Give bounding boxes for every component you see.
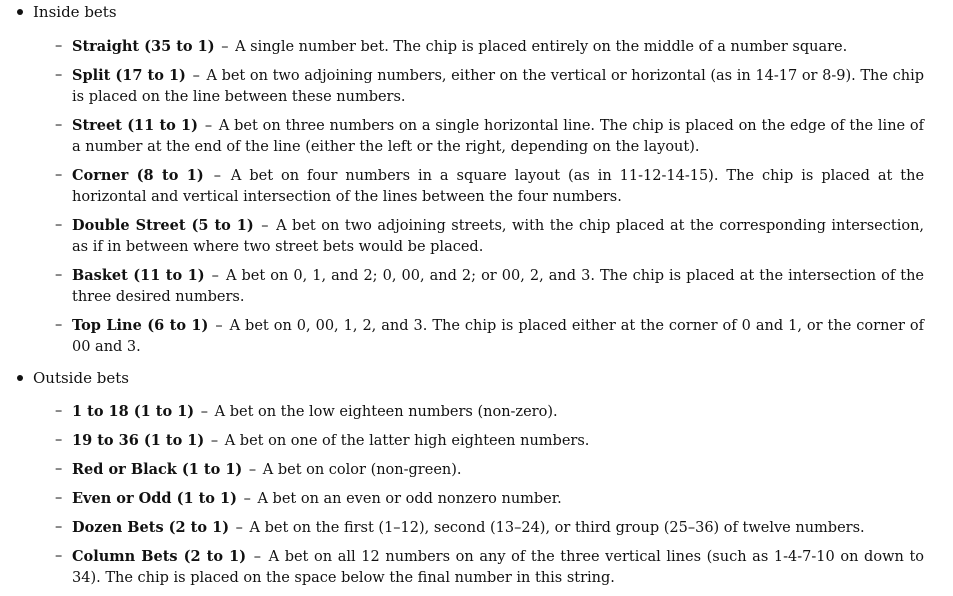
bet-description: A bet on four numbers in a square layout (as in 11-12-14-15). The chip is placed at the horizontal and vertical intersection of the lines between the four numbers. [72, 168, 925, 205]
dash-icon: – [55, 432, 63, 448]
dash-icon: – [55, 461, 63, 477]
bet-description: A bet on three numbers on a single horizontal line. The chip is placed on the edge of the line of a number at the end of the line (either the left or the right, depending on the layout). [72, 118, 925, 155]
bet-list [0, 36, 953, 358]
list-item: – Basket (11 to 1) – A bet on 0, 1, and 2; 0, 00, and 2; or 00, 2, and 3. The chip is placed at the intersection of the three desired numbers. [55, 267, 925, 305]
list-item: – Split (17 to 1) – A bet on two adjoining numbers, either on the vertical or horizontal (as in 14-17 or 8-9). The chip is placed on the line between these numbers. [55, 67, 924, 105]
list-item: – Street (11 to 1) – A bet on three numbers on a single horizontal line. The chip is placed on the edge of the line of a number at the end of the line (either the left or the right, depending on the layout). [55, 117, 925, 155]
bullet-icon [17, 375, 23, 381]
dash-icon: – [55, 267, 63, 283]
bet-term: Basket (11 to 1) [72, 267, 205, 284]
dash-icon: – [55, 217, 63, 233]
list-item: – Corner (8 to 1) – A bet on four numbers in a square layout (as in 11-12-14-15). The chip is placed at the horizontal and vertical intersection of the lines between the four numbers. [55, 167, 925, 205]
list-item: – Double Street (5 to 1) – A bet on two adjoining streets, with the chip placed at the corresponding intersection, as if in between where two street bets would be placed. [55, 217, 925, 255]
list-item: – 1 to 18 (1 to 1) – A bet on the low eighteen numbers (non-zero). [55, 403, 558, 420]
section-heading [0, 366, 953, 390]
list-item: – Column Bets (2 to 1) – A bet on all 12 numbers on any of the three vertical lines (such as 1-4-7-10 on down to 34). The chip is placed on the space below the final number in this string. [55, 548, 925, 586]
bet-term: Split (17 to 1) [72, 67, 186, 84]
bet-term: Red or Black (1 to 1) [72, 461, 243, 478]
dash-icon: – [55, 519, 63, 535]
bet-description: A bet on the first (1–12), second (13–24), or third group (25–36) of twelve numbers. [249, 520, 865, 536]
dash-icon: – [55, 548, 63, 564]
dash-icon: – [55, 403, 63, 419]
bet-term: Double Street (5 to 1) [72, 217, 254, 234]
bet-term: Corner (8 to 1) [72, 167, 204, 184]
bet-description: A bet on the low eighteen numbers (non-zero). [214, 404, 558, 420]
bet-term: Top Line (6 to 1) [72, 317, 209, 334]
dash-icon: – [55, 67, 63, 83]
list-item: – Straight (35 to 1) – A single number bet. The chip is placed entirely on the middle of a number square. [55, 38, 848, 55]
dash-icon: – [55, 167, 63, 183]
bet-term: Straight (35 to 1) [72, 38, 215, 55]
bet-term: Street (11 to 1) [72, 117, 199, 134]
dash-icon: – [55, 117, 63, 133]
dash-icon: – [55, 38, 63, 54]
bet-term: 19 to 36 (1 to 1) [72, 432, 205, 449]
bet-description: A single number bet. The chip is placed entirely on the middle of a number square. [235, 39, 848, 55]
bet-description: A bet on an even or odd nonzero number. [257, 491, 562, 507]
list-item: – Dozen Bets (2 to 1) – A bet on the first (1–12), second (13–24), or third group (25–36) of twelve numbers. [55, 519, 865, 536]
list-item: – Even or Odd (1 to 1) – A bet on an even or odd nonzero number. [55, 490, 562, 507]
section-title: Outside bets [33, 369, 129, 387]
bet-term: Column Bets (2 to 1) [72, 548, 247, 565]
bet-description: A bet on one of the latter high eighteen numbers. [224, 433, 590, 449]
bet-description: A bet on two adjoining numbers, either on the vertical or horizontal (as in 14-17 or 8-9). The chip is placed on the line between these numbers. [72, 68, 924, 105]
section-outside-bets [0, 366, 953, 596]
list-item: – Top Line (6 to 1) – A bet on 0, 00, 1, 2, and 3. The chip is placed either at the corner of 0 and 1, or the corner of 00 and 3. [55, 317, 924, 355]
bet-description: A bet on color (non-green). [262, 462, 462, 478]
bet-description: A bet on 0, 00, 1, 2, and 3. The chip is placed either at the corner of 0 and 1, or the corner of 00 and 3. [72, 318, 924, 355]
bullet-icon [17, 9, 23, 15]
dash-icon: – [55, 317, 63, 333]
dash-icon: – [55, 490, 63, 506]
section-title: Inside bets [33, 3, 117, 21]
bet-term: Even or Odd (1 to 1) [72, 490, 237, 507]
bet-term: 1 to 18 (1 to 1) [72, 403, 195, 420]
bet-description: A bet on all 12 numbers on any of the three vertical lines (such as 1-4-7-10 on down to 34). The chip is placed on the space below the final number in this string. [72, 549, 925, 586]
list-item: – 19 to 36 (1 to 1) – A bet on one of the latter high eighteen numbers. [55, 432, 590, 449]
bet-description: A bet on 0, 1, and 2; 0, 00, and 2; or 00, 2, and 3. The chip is placed at the intersection of the three desired numbers. [72, 268, 925, 305]
bet-term: Dozen Bets (2 to 1) [72, 519, 230, 536]
bet-list [0, 401, 953, 589]
bet-description: A bet on two adjoining streets, with the chip placed at the corresponding intersection, as if in between where two street bets would be placed. [72, 218, 925, 255]
section-heading [0, 0, 953, 24]
list-item: – Red or Black (1 to 1) – A bet on color (non-green). [55, 461, 462, 478]
